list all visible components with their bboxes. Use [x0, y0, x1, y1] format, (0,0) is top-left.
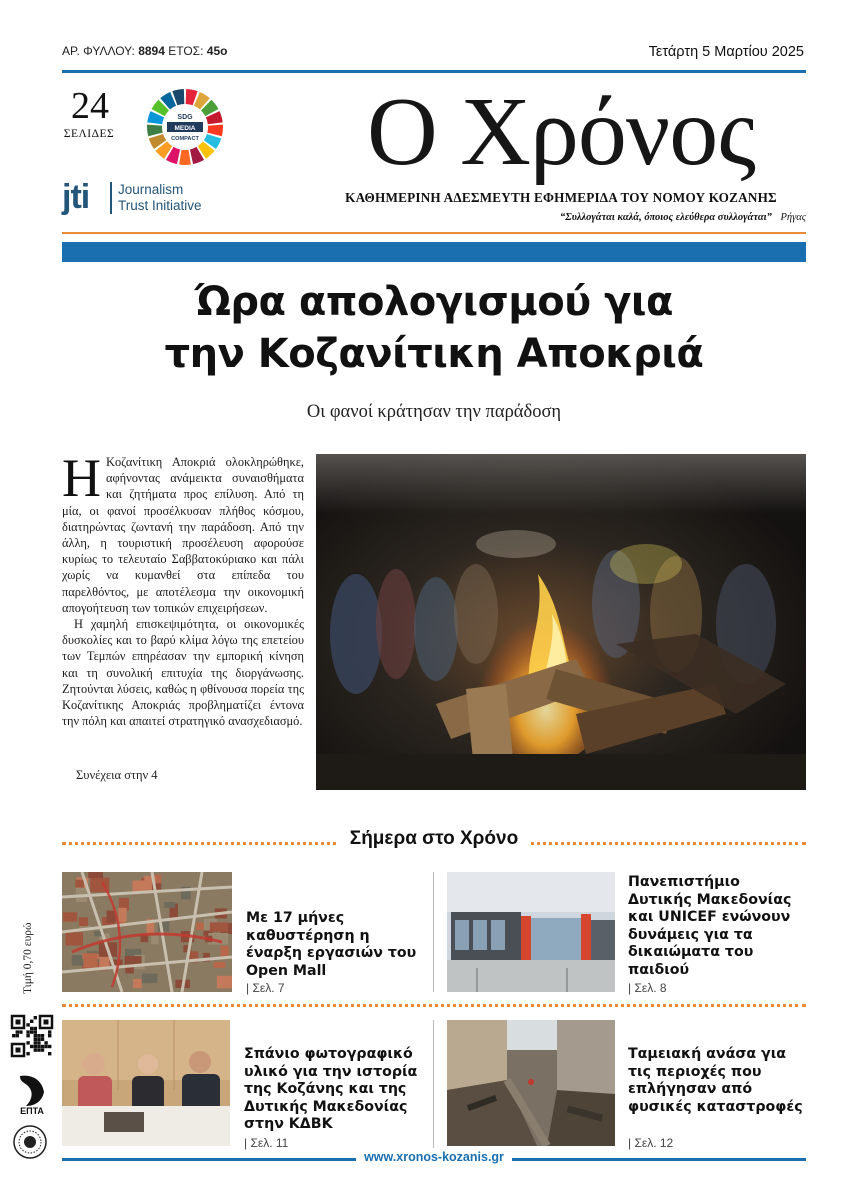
sdg-line-3: COMPACT [171, 136, 199, 142]
issue-date: Τετάρτη 5 Μαρτίου 2025 [648, 44, 804, 60]
qr-cell [12, 1034, 15, 1037]
epta-logo [12, 1072, 52, 1116]
issue-number: 8894 [138, 44, 165, 58]
continued-note: Συνέχεια στην 4 [76, 768, 158, 782]
motto-author: Ρήγας [780, 212, 806, 223]
qr-cell [34, 1030, 37, 1033]
lead-article-body [62, 448, 304, 729]
rooftop [72, 955, 84, 966]
sdg-wheel-segment [207, 125, 223, 137]
qr-cell [34, 1034, 37, 1037]
issue-label: ΑΡ. ΦΥΛΛΟΥ: [62, 44, 135, 58]
issue-info [62, 44, 227, 58]
sdg-wheel-segment [179, 150, 191, 165]
qr-cell [30, 1027, 33, 1030]
story-title-1[interactable]: Με 17 μήνες καθυστέρηση η έναρξη εργασιών του Open Mall [246, 910, 417, 979]
rooftop [133, 979, 142, 988]
rooftop [142, 974, 158, 984]
qr-cell [44, 1041, 47, 1044]
qr-cell [48, 1045, 51, 1048]
sdg-line-2: MEDIA [174, 124, 196, 132]
sdg-media-compact-logo [146, 88, 224, 166]
rooftop [151, 936, 159, 945]
qr-cell [41, 1045, 44, 1048]
year-label: ΕΤΟΣ: [168, 44, 204, 58]
footer-url [62, 1150, 806, 1164]
price-text: Τιμή 0,70 ευρώ [22, 922, 34, 994]
drop-cap: Η [62, 448, 101, 508]
qr-cell [34, 1048, 37, 1051]
qr-cell [41, 1034, 44, 1037]
qr-code-icon[interactable] [10, 1014, 54, 1058]
rooftop [210, 922, 228, 931]
story-title-3[interactable]: Σπάνιο φωτογραφικό υλικό για την ιστορία της Κοζάνης και της Δυτικής Μακεδονίας στην ΚΔΒΚ [244, 1046, 418, 1132]
qr-cell [37, 1045, 40, 1048]
epta-text: ΕΠΤΑ [20, 1106, 44, 1116]
section-header [62, 828, 806, 850]
rooftop [118, 908, 126, 922]
lead-photo-bonfire [316, 454, 806, 790]
qr-cell [37, 1048, 40, 1051]
lead-headline [62, 276, 806, 380]
association-seal-icon [12, 1124, 48, 1160]
story-page-ref-4: | Σελ. 12 [628, 1136, 674, 1150]
paper-title: Ο Χρόνος [366, 78, 756, 186]
rooftop [79, 917, 88, 926]
qr-cell [34, 1016, 37, 1019]
rooftop [108, 960, 123, 966]
website-link[interactable]: www.xronos-kozanis.gr [356, 1150, 512, 1164]
qr-cell [44, 1045, 47, 1048]
rooftop [164, 902, 175, 908]
qr-cell [41, 1038, 44, 1041]
qr-cell [37, 1038, 40, 1041]
qr-cell [16, 1034, 19, 1037]
rooftop [75, 880, 84, 888]
jti-wordmark [118, 182, 202, 214]
story-page-ref-2: | Σελ. 8 [628, 981, 667, 995]
lead-paragraph-1: Κοζανίτικη Αποκριά ολοκληρώθηκε, αφήνοντας ανάμεικτα συναισθήματα και ζητήματα προς επίλυση. Από τη μία, οι φανοί προσέλκυσαν πλήθος κόσμου, διατηρώντας ζωντανή την παράδοση. Από την άλλη, η τουριστική προσέλευση αφορούσε κυρίως το τελευταίο Σαββατοκύριακο και πάλι χωρίς να κυμανθεί στα επίπεδα του παρελθόντος, με αποτέλεσμα την οικονομική απογοήτευση των τοπικών επιχειρήσεων. [62, 455, 304, 615]
qr-cell [48, 1034, 51, 1037]
rooftop [88, 872, 103, 878]
story-page-ref-3: | Σελ. 11 [244, 1136, 289, 1150]
qr-cell [34, 1038, 37, 1041]
story-thumb-aerial-city [62, 872, 232, 992]
story-thumb-flood-damage [447, 1020, 615, 1146]
jti-line-1: Journalism [118, 182, 184, 197]
qr-cell [34, 1045, 37, 1048]
qr-cell [48, 1030, 51, 1033]
motto [316, 212, 806, 223]
top-rule [62, 70, 806, 73]
qr-cell [30, 1020, 33, 1023]
rooftop [213, 962, 225, 968]
lead-headline-line-1: Ώρα απολογισμού για [195, 279, 673, 325]
pages-label: ΣΕΛΙΔΕΣ [63, 128, 115, 140]
price-label [22, 876, 40, 996]
story-row-dotted-rule [62, 1004, 806, 1007]
lead-headline-line-2: την Κοζανίτικη Αποκριά [164, 331, 704, 377]
qr-cell [26, 1041, 29, 1044]
motto-quote: “Συλλογάται καλά, όποιος ελεύθερα συλλογάται” [559, 212, 772, 223]
section-title: Σήμερα στο Χρόνο [338, 828, 530, 849]
sdg-wheel-segment [147, 125, 163, 137]
qr-cell [30, 1030, 33, 1033]
paper-subtitle: ΚΑΘΗΜΕΡΙΝΗ ΑΔΕΣΜΕΥΤΗ ΕΦΗΜΕΡΙΔΑ ΤΟΥ ΝΟΜΟΥ ΚΟΖΑΝΗΣ [345, 190, 777, 205]
sdg-line-1: SDG [177, 114, 193, 121]
qr-cell [34, 1041, 37, 1044]
qr-cell [30, 1045, 33, 1048]
year-value: 45ο [206, 44, 228, 58]
rooftop [65, 932, 83, 945]
qr-cell [37, 1034, 40, 1037]
qr-cell [37, 1041, 40, 1044]
jti-logo: jti [62, 178, 90, 216]
qr-cell [26, 1034, 29, 1037]
qr-cell [48, 1052, 51, 1055]
jti-divider [110, 182, 112, 214]
rooftop [63, 912, 77, 921]
story-page-ref-1: | Σελ. 7 [246, 981, 285, 995]
story-thumb-university-building [447, 872, 615, 992]
story-title-4[interactable]: Ταμειακή ανάσα για τις περιοχές που επλήγησαν από φυσικές καταστροφές [628, 1046, 803, 1115]
rooftop [217, 976, 232, 989]
story-thumb-meeting-photo [62, 1020, 230, 1146]
lead-deck: Οι φανοί κράτησαν την παράδοση [306, 402, 562, 422]
masthead-blue-band [62, 242, 806, 262]
qr-cell [26, 1052, 29, 1055]
qr-cell [34, 1027, 37, 1030]
qr-cell [19, 1030, 22, 1033]
masthead-orange-rule [62, 232, 806, 234]
qr-cell [41, 1048, 44, 1051]
story-title-2[interactable]: Πανεπιστήμιο Δυτικής Μακεδονίας και UNICEF ενώνουν δυνάμεις για τα δικαιώματα του παιδιού [628, 874, 792, 978]
qr-cell [16, 1030, 19, 1033]
qr-cell [26, 1030, 29, 1033]
pages-count: 24 [71, 85, 109, 127]
story-column-divider-top [433, 872, 434, 992]
lead-paragraph-2: Η χαμηλή επισκεψιμότητα, οι οικονομικές δυσκολίες και το βαρύ κλίμα λόγω της επετείου των Τεμπών επηρέασαν την εμπορική κίνηση και τη συνολική επιτυχία της διοργάνωσης. Ζητούνται λύσεις, καθώς η φθίνουσα πορεία της Κοζανίτικης Αποκριάς προβληματίζει έντονα την πόλη και απαιτεί στρατηγικό ανασχεδιασμό. [62, 617, 304, 729]
qr-cell [26, 1023, 29, 1026]
jti-line-2: Trust Initiative [118, 198, 202, 213]
rooftop [83, 953, 97, 968]
rooftop [221, 946, 229, 958]
story-column-divider-bottom [433, 1020, 434, 1148]
